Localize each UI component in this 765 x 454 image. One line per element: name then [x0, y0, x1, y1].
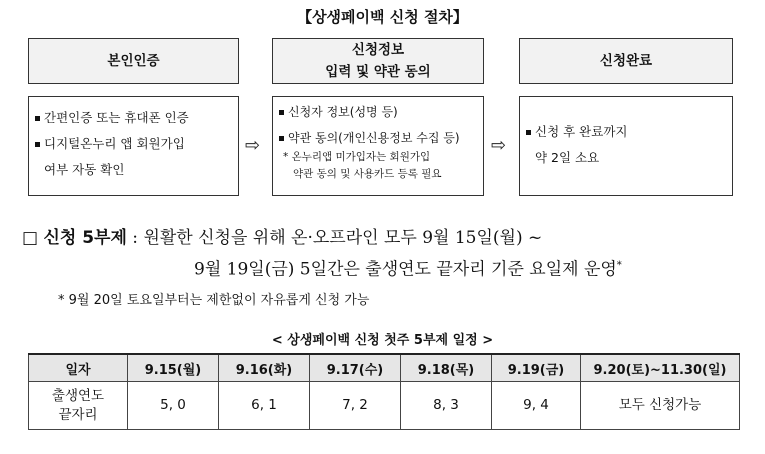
- list-item-continuation: 약 2일 소요: [535, 150, 600, 165]
- notice-text: 9월 19일(금) 5일간은 출생연도 끝자리 기준 요일제 운영: [194, 259, 617, 280]
- step-box-complete: [519, 96, 733, 196]
- checkbox-icon: □: [22, 228, 39, 248]
- table-cell: 모두 신청가능: [581, 382, 740, 430]
- step-header-application: [272, 38, 484, 84]
- column-header: 9.18(목): [401, 354, 492, 382]
- list-item-continuation: 여부 자동 확인: [44, 162, 125, 177]
- notice-footnote: * 9월 20일 토요일부터는 제한없이 자유롭게 신청 가능: [58, 293, 370, 308]
- bullet-icon: [35, 116, 40, 121]
- column-header: 일자: [29, 354, 128, 382]
- step-header-sublabel: 입력 및 약관 동의: [325, 64, 431, 80]
- step-header-identity: [28, 38, 239, 84]
- table-header-row: [29, 354, 740, 382]
- page-title: 【상생페이백 신청 절차】: [297, 8, 468, 26]
- table-row: [29, 382, 740, 430]
- table-title: < 상생페이백 신청 첫주 5부제 일정 >: [271, 333, 494, 348]
- table-cell: 9, 4: [492, 382, 581, 430]
- column-header: 9.16(화): [219, 354, 310, 382]
- column-header: 9.15(월): [128, 354, 219, 382]
- table-cell: 7, 2: [310, 382, 401, 430]
- column-header: 9.19(금): [492, 354, 581, 382]
- bullet-icon: [35, 142, 40, 147]
- column-header: 9.20(토)~11.30(일): [581, 354, 740, 382]
- arrow-right-icon: ⇨: [245, 135, 261, 156]
- list-item: 디지털온누리 앱 회원가입: [35, 131, 232, 157]
- schedule-table: [28, 353, 740, 430]
- table-cell: 8, 3: [401, 382, 492, 430]
- table-cell: 5, 0: [128, 382, 219, 430]
- step-header-label: 본인인증: [107, 53, 160, 69]
- list-item: 신청 후 완료까지: [526, 119, 726, 145]
- note-text: * 온누리앱 미가입자는 회원가입: [283, 151, 431, 163]
- bullet-icon: [279, 136, 284, 141]
- step-header-label: 신청정보: [351, 42, 405, 58]
- notice-line-1: [22, 224, 752, 252]
- notice-text: : 원활한 신청을 위해 온·오프라인 모두 9월 15일(월) ~: [126, 228, 543, 248]
- bullet-icon: [526, 130, 531, 135]
- step-box-application: [272, 96, 484, 196]
- step-header-label: 신청완료: [599, 53, 653, 69]
- list-item: 신청자 정보(성명 등): [279, 101, 477, 123]
- step-header-complete: [519, 38, 733, 84]
- step-box-identity: [28, 96, 239, 196]
- arrow-right-icon: ⇨: [491, 135, 507, 156]
- notice-line-2: [194, 252, 622, 284]
- bullet-icon: [279, 110, 284, 115]
- note-text: 약관 동의 및 사용카드 등록 필요: [293, 168, 442, 180]
- footnote-mark: *: [616, 260, 622, 271]
- row-label: 출생연도 끝자리: [29, 382, 128, 430]
- list-item: 간편인증 또는 휴대폰 인증: [35, 105, 232, 131]
- notice-bold-label: 신청 5부제: [43, 228, 127, 248]
- column-header: 9.17(수): [310, 354, 401, 382]
- table-cell: 6, 1: [219, 382, 310, 430]
- list-item: 약관 동의(개인신용정보 수집 등): [279, 127, 477, 149]
